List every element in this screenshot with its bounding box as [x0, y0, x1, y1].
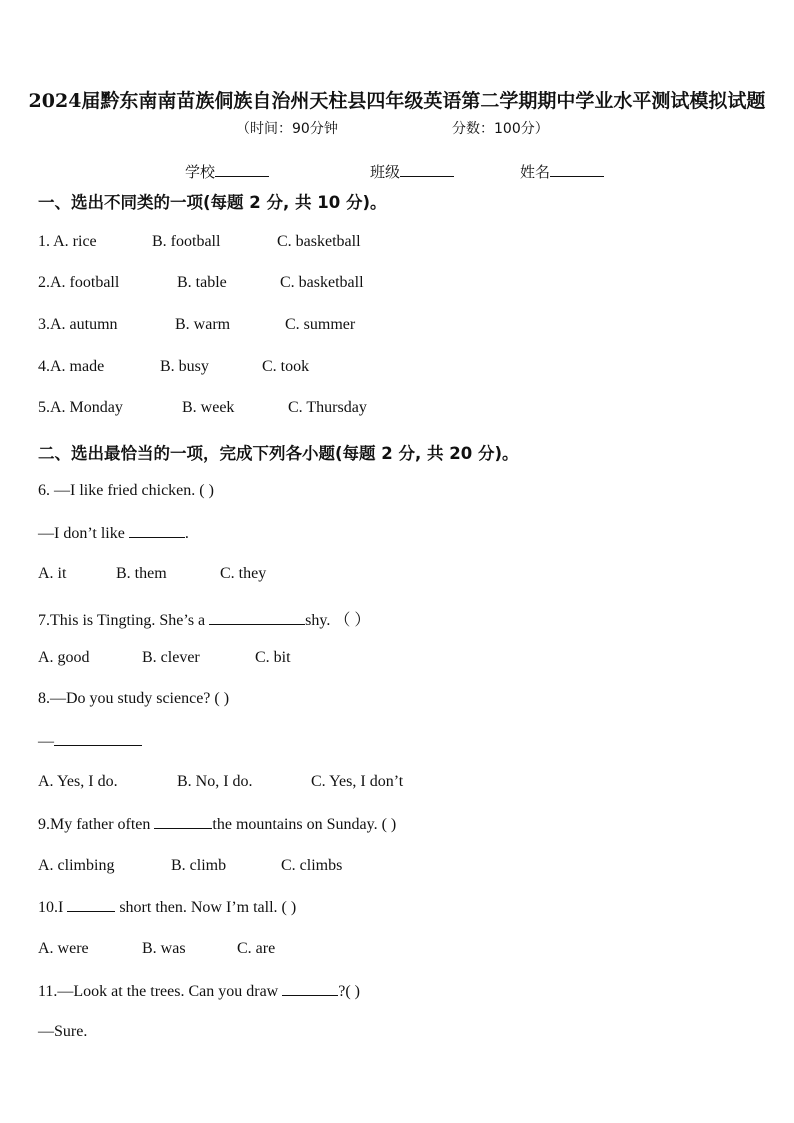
option-a: A. football [50, 274, 120, 291]
school-blank[interactable] [215, 162, 269, 177]
section-two-heading: 二、选出最恰当的一项，完成下列各小题(每题 2 分, 共 20 分)。 [38, 444, 519, 463]
question-8-option-c: C. Yes, I don’t [311, 773, 404, 790]
question-9-option-b: B. climb [171, 857, 227, 874]
question-6-stem: 6. —I like fried chicken. ( ) [38, 482, 214, 499]
exam-title: 2024届黔东南南苗族侗族自治州天柱县四年级英语第二学期期中学业水平测试模拟试题 [28, 90, 766, 112]
question-number: 3. [38, 316, 50, 333]
question-9-option-c: C. climbs [281, 857, 343, 874]
question-number: 1. [38, 233, 50, 250]
question-8-reply [38, 732, 142, 751]
question-1 [38, 233, 97, 251]
question-number: 4. [38, 358, 50, 375]
stem-text: 11.—Look at the trees. Can you draw [38, 983, 283, 1000]
question-2 [38, 274, 119, 292]
question-6-option-b: B. them [116, 565, 167, 582]
section-one-heading: 一、选出不同类的一项(每题 2 分, 共 10 分)。 [38, 193, 387, 212]
reply-dash: — [38, 733, 54, 750]
question-8-option-a: A. Yes, I do. [38, 773, 118, 790]
option-b: B. busy [160, 358, 209, 375]
school-field [185, 161, 269, 182]
question-3 [38, 316, 118, 334]
answer-blank[interactable] [54, 732, 142, 746]
stem-end: shy. （ ） [305, 612, 371, 629]
stem-end: ?( ) [338, 983, 360, 1000]
question-10-stem [38, 898, 296, 917]
stem-end: the mountains on Sunday. ( ) [212, 816, 397, 833]
option-a: A. made [50, 358, 105, 375]
question-8-stem: 8.—Do you study science? ( ) [38, 690, 230, 707]
question-8-option-b: B. No, I do. [177, 773, 253, 790]
exam-time: （时间：90分钟 [236, 121, 338, 137]
option-b: B. football [152, 233, 221, 250]
question-7-option-c: C. bit [255, 649, 291, 666]
class-field [370, 161, 454, 182]
question-10-option-c: C. are [237, 940, 276, 957]
option-c: C. took [262, 358, 310, 375]
class-blank[interactable] [400, 162, 454, 177]
name-field [520, 161, 604, 182]
question-10-option-b: B. was [142, 940, 186, 957]
option-b: B. week [182, 399, 235, 416]
answer-blank[interactable] [129, 524, 185, 538]
answer-blank[interactable] [282, 982, 338, 996]
question-9-stem [38, 815, 396, 834]
school-label: 学校 [185, 163, 216, 181]
option-a: A. rice [53, 233, 97, 250]
question-number: 5. [38, 399, 50, 416]
question-11-stem [38, 982, 360, 1001]
answer-blank[interactable] [209, 611, 305, 625]
answer-blank[interactable] [67, 898, 115, 912]
question-6-option-c: C. they [220, 565, 267, 582]
stem-text: 9.My father often [38, 816, 155, 833]
question-10-option-a: A. were [38, 940, 89, 957]
option-a: A. Monday [50, 399, 123, 416]
stem-text: 10.I [38, 899, 68, 916]
stem-text: 7.This is Tingting. She’s a [38, 612, 210, 629]
question-4 [38, 358, 104, 376]
option-b: B. warm [175, 316, 231, 333]
option-a: A. autumn [50, 316, 118, 333]
question-7-stem [38, 607, 370, 630]
option-c: C. basketball [277, 233, 361, 250]
reply-text: —I don’t like [38, 525, 129, 542]
question-6-option-a: A. it [38, 565, 67, 582]
option-b: B. table [177, 274, 227, 291]
exam-score: 分数：100分） [452, 121, 549, 137]
class-label: 班级 [370, 163, 401, 181]
name-label: 姓名 [520, 163, 551, 181]
option-c: C. Thursday [288, 399, 367, 416]
question-5 [38, 399, 123, 417]
question-7-option-a: A. good [38, 649, 90, 666]
stem-end: short then. Now I’m tall. ( ) [115, 899, 297, 916]
question-number: 2. [38, 274, 50, 291]
name-blank[interactable] [550, 162, 604, 177]
answer-blank[interactable] [154, 815, 212, 829]
option-c: C. basketball [280, 274, 364, 291]
reply-end: . [184, 525, 189, 542]
question-7-option-b: B. clever [142, 649, 200, 666]
question-9-option-a: A. climbing [38, 857, 115, 874]
question-6-reply [38, 524, 189, 543]
question-11-reply: —Sure. [38, 1023, 88, 1040]
option-c: C. summer [285, 316, 356, 333]
